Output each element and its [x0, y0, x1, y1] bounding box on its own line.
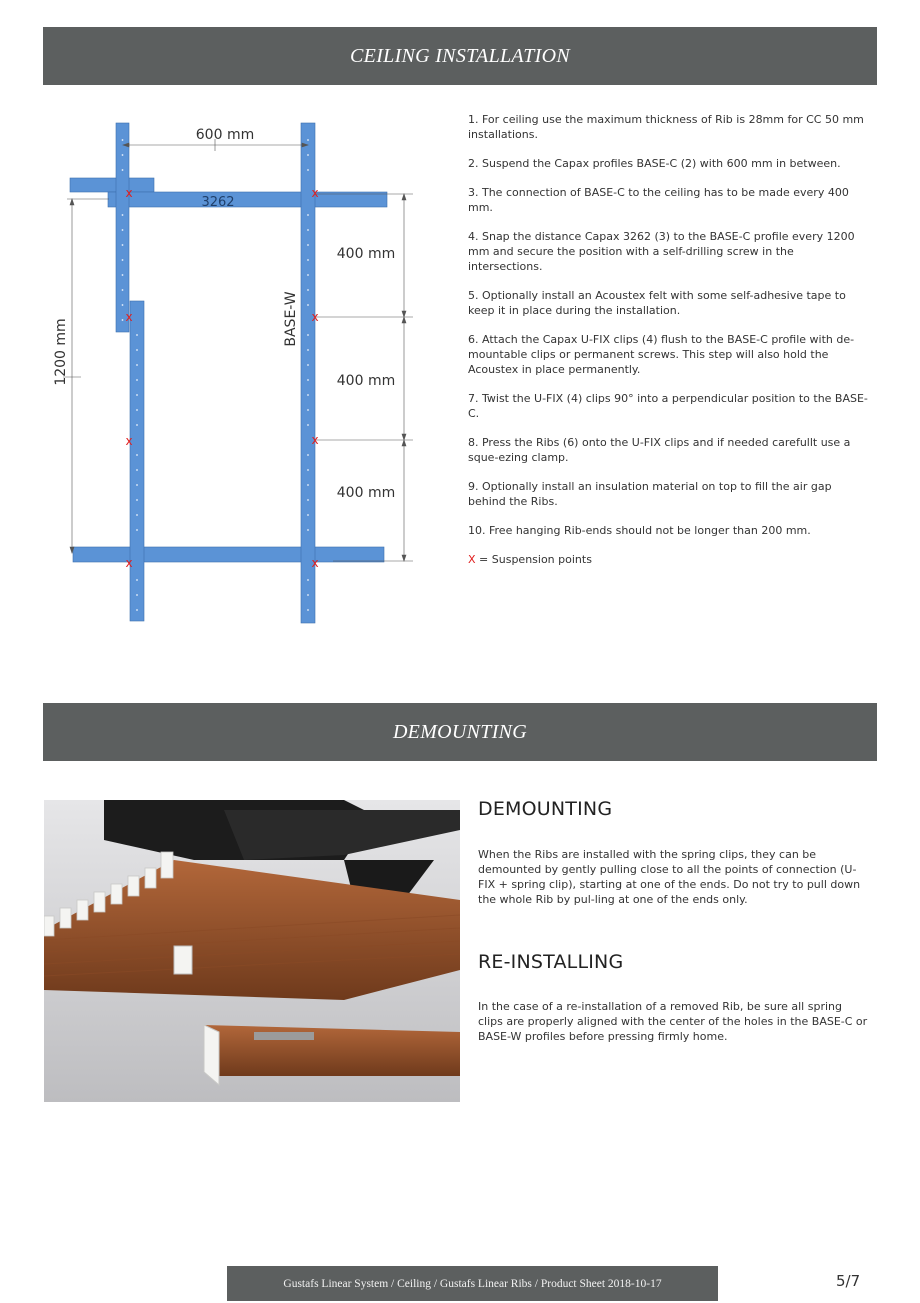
base-w-label: BASE-W — [283, 291, 299, 347]
ceiling-installation-title: CEILING INSTALLATION — [350, 45, 570, 67]
step-6: 6. Attach the Capax U-FIX clips (4) flush to the BASE-C profile with de-mountable clips or permanent screws. This step will also hold the Acoustex in place permanently. — [468, 333, 855, 376]
dimension-1200 — [63, 199, 109, 553]
suspension-mark-4: x — [311, 310, 319, 324]
ribs-demounting-photo — [44, 800, 460, 1102]
step-10: 10. Free hanging Rib-ends should not be longer than 200 mm. — [468, 524, 811, 537]
suspension-mark-1: x — [125, 186, 133, 200]
step-1: 1. For ceiling use the maximum thickness of Rib is 28mm for CC 50 mm installations. — [468, 113, 864, 141]
step-8: 8. Press the Ribs (6) onto the U-FIX clips and if needed carefullt use a sque-ezing clamp. — [468, 436, 851, 464]
reinstalling-title: RE-INSTALLING — [478, 951, 624, 973]
legend-mark: X — [468, 553, 476, 566]
footer-text: Gustafs Linear System / Ceiling / Gustafs Linear Ribs / Product Sheet 2018-10-17 — [283, 1278, 662, 1290]
footer-bar — [227, 1266, 718, 1301]
suspension-marks — [125, 186, 318, 570]
step-9: 9. Optionally install an insulation material on top to fill the air gap behind the Ribs. — [468, 480, 832, 508]
demounting-banner-title: DEMOUNTING — [392, 721, 528, 743]
suspension-mark-5: x — [125, 434, 133, 448]
dimension-400-label-c: 400 mm — [336, 485, 396, 501]
ceiling-installation-banner — [43, 27, 877, 85]
ribs-photo-illustration — [44, 800, 460, 1102]
suspension-mark-7: x — [125, 556, 133, 570]
step-7: 7. Twist the U-FIX (4) clips 90° into a perpendicular position to the BASE-C. — [468, 392, 868, 420]
dimension-1200-label: 1200 mm — [53, 318, 69, 386]
ceiling-installation-diagram — [43, 105, 423, 635]
dimension-600-label: 600 mm — [195, 127, 255, 143]
step-4: 4. Snap the distance Capax 3262 (3) to the BASE-C profile every 1200 mm and secure the position with a self-drilling screw in the intersections. — [468, 230, 855, 273]
bottom-horizontal-profile — [73, 547, 384, 562]
step-5: 5. Optionally install an Acoustex felt with some self-adhesive tape to keep it in place during the installation. — [468, 289, 846, 317]
step-3: 3. The connection of BASE-C to the ceiling has to be made every 400 mm. — [468, 186, 849, 214]
suspension-mark-6: x — [311, 433, 319, 447]
step-2: 2. Suspend the Capax profiles BASE-C (2) with 600 mm in between. — [468, 157, 841, 170]
suspension-mark-2: x — [311, 186, 319, 200]
installation-steps — [468, 112, 870, 581]
dimension-400-label-a: 400 mm — [336, 246, 396, 262]
legend-text: = Suspension points — [475, 553, 592, 566]
dimension-400-label-b: 400 mm — [336, 373, 396, 389]
profile-3262-label: 3262 — [201, 195, 235, 210]
suspension-mark-3: x — [125, 310, 133, 324]
page-number: 5/7 — [836, 1272, 861, 1290]
suspension-mark-8: x — [311, 556, 319, 570]
suspension-legend — [468, 552, 870, 567]
reinstalling-text: In the case of a re-installation of a removed Rib, be sure all spring clips are properly aligned with the center of the holes in the BASE-C or BASE-W profiles before pressing firmly home. — [478, 1000, 868, 1043]
top-left-stub-profile — [70, 178, 154, 192]
demounting-banner — [43, 703, 877, 761]
demounting-title: DEMOUNTING — [478, 798, 613, 820]
demounting-text: When the Ribs are installed with the spring clips, they can be demounted by gently pulling close to all the points of connection (U-FIX + spring clip), starting at one of the ends. Do not try to pull down the whole Rib by pul-ling at one of the ends only. — [478, 848, 861, 906]
left-vertical-profile-lower — [130, 301, 144, 621]
